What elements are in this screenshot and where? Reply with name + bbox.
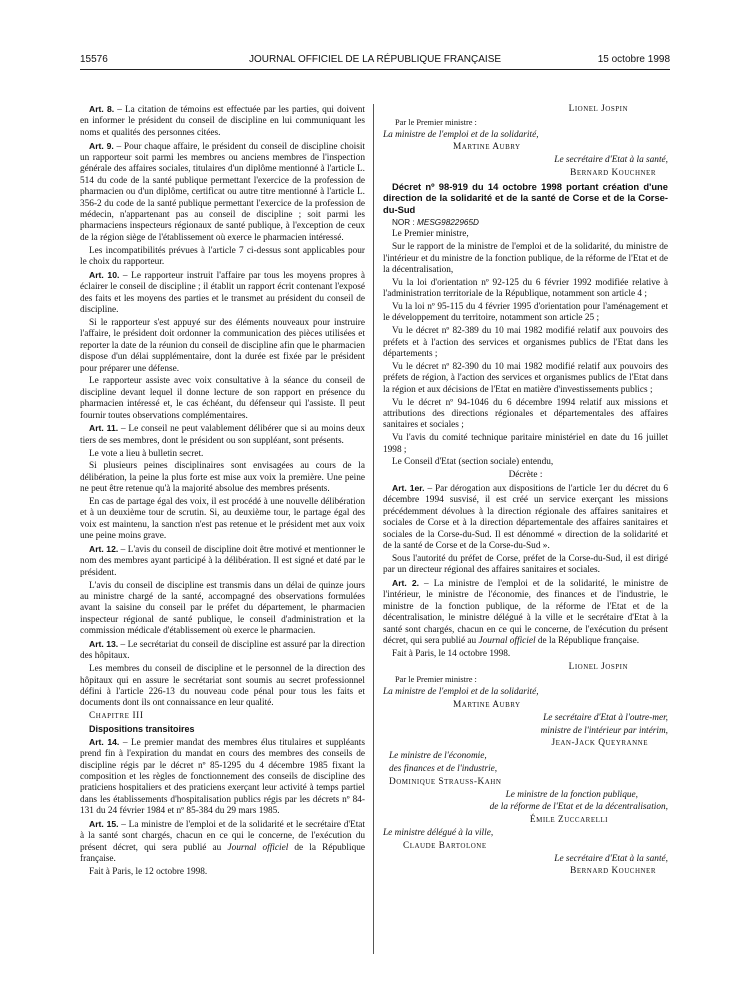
article-text: de la République française. bbox=[535, 635, 640, 646]
paragraph: En cas de partage égal des voix, il est procédé à une nouvelle délibération et à un deuxième tour de scrutin. Si, au deuxième tour, le partage égal des voix est maintenu, la sanction n'est pas retenue et le président met aux voix une peine moins grave. bbox=[80, 496, 365, 542]
page-number: 15576 bbox=[80, 54, 108, 65]
article-text: – Le conseil ne peut valablement délibérer que si au moins deux tiers de ses membres, dont le président ou son suppléant, sont présents. bbox=[80, 424, 365, 446]
paragraph: Le rapporteur assiste avec voix consultative à la séance du conseil de discipline devant lequel il donne lecture de son rapport en présence du pharmacien intéressé et, le cas échéant, du défenseur qui l'assiste. Il peut fournir toutes observations complémentaires. bbox=[80, 376, 365, 421]
article-text: – La citation de témoins est effectuée par les parties, qui doivent en informer le président du conseil de discipline en lui communiquant les noms et qualités des personnes citées. bbox=[80, 105, 365, 138]
article-text: – Le rapporteur instruit l'affaire par tous les moyens propres à éclairer le conseil de discipline ; il établit un rapport écrit contenant l'exposé des faits et les moyens des parties et le transmet au président du conseil de discipline. bbox=[80, 270, 365, 316]
visa: Vu l'avis du comité technique paritaire ministériel en date du 16 juillet 1998 ; bbox=[383, 433, 668, 455]
signatory-name: Lionel Jospin bbox=[568, 104, 628, 114]
nor-reference bbox=[383, 217, 668, 228]
decrete-heading: Décrète : bbox=[508, 470, 543, 481]
nor-label: NOR : bbox=[392, 217, 418, 227]
article-text: – Le premier mandat des membres élus titulaires et suppléants prend fin à l'expiration du mandat en cours des membres des conseils de discipline régis par le décret nº 85-1295 du 4 décembre 1985 fixant la composition et les règles de fonctionnement des conseils de discipline des praticiens hospitaliers et des praticiens exerçant leur activité à temps partiel dans les établissements d'hospitalisation publics régis par les décrets nº 84-131 du 24 février 1984 et nº 85-384 du 29 mars 1985. bbox=[80, 737, 365, 817]
minister-title: Le ministre délégué à la ville, bbox=[383, 827, 494, 838]
paragraph: L'avis du conseil de discipline est transmis dans un délai de quinze jours au ministre chargé de la santé, accompagné des observations formulées avant la saisine du conseil par le préfet du département, le pharmacien inspecteur régional de santé publique, le conseil d'administration et la commission médicale d'établissement où exerce le pharmacien. bbox=[80, 580, 365, 637]
visa: Vu la loi nº 95-115 du 4 février 1995 d'orientation pour l'aménagement et le développement du territoire, notamment son article 25 ; bbox=[383, 302, 668, 324]
article-label: Art. 14. bbox=[89, 736, 120, 747]
article-11 bbox=[80, 423, 365, 447]
paragraph: Les incompatibilités prévues à l'article 7 ci-dessus sont applicables pour le choix du rapporteur. bbox=[80, 245, 365, 268]
signatory-name: Bernard Kouchner bbox=[570, 866, 656, 877]
journal-reference: Journal officiel bbox=[227, 842, 289, 853]
minister-title: de la réforme de l'Etat et de la décentralisation, bbox=[489, 802, 668, 813]
paragraph: Les membres du conseil de discipline et le personnel de la direction des hôpitaux qui en assure le secrétariat sont soumis au secret professionnel défini à l'article 226-13 du nouveau code pénal pour tous les faits et documents dont ils ont connaissance en leur qualité. bbox=[80, 664, 365, 709]
article-label: Art. 10. bbox=[89, 269, 120, 280]
header-rule bbox=[80, 69, 670, 70]
signatory-name: Martine Aubry bbox=[453, 699, 521, 710]
article-label: Art. 2. bbox=[392, 577, 420, 588]
article-text: de la République française. bbox=[80, 842, 365, 865]
paragraph: Si plusieurs peines disciplinaires sont envisagées au cours de la délibération, la peine la plus forte est mise aux voix la première. Une peine ne peut être retenue qu'à la majorité absolue des membres présents. bbox=[80, 461, 365, 495]
minister-title: Le ministre de la fonction publique, bbox=[505, 789, 638, 800]
paragraph: Le vote a lieu à bulletin secret. bbox=[89, 448, 204, 459]
article-label: Art. 8. bbox=[89, 104, 115, 114]
article-10 bbox=[80, 270, 365, 317]
article-15 bbox=[80, 819, 365, 866]
signatory-name: Dominique Strauss-Kahn bbox=[389, 776, 502, 787]
article-2 bbox=[383, 578, 668, 647]
signature-line: Par le Premier ministre : bbox=[395, 675, 477, 685]
article-label: Art. 15. bbox=[89, 819, 119, 830]
chapter-title: Dispositions transitoires bbox=[89, 723, 195, 734]
signatory-name: Émile Zuccarelli bbox=[529, 815, 608, 826]
issue-date: 15 octobre 1998 bbox=[597, 54, 670, 65]
signatory-name: Claude Bartolone bbox=[403, 840, 487, 851]
minister-title: Le secrétaire d'Etat à l'outre-mer, bbox=[543, 712, 668, 723]
visa: Vu le décret nº 82-389 du 10 mai 1982 modifié relatif aux pouvoirs des préfets et à l'action des services et organismes publics de l'Etat dans les départements ; bbox=[383, 326, 668, 360]
visa: Le Conseil d'Etat (section sociale) entendu, bbox=[392, 457, 554, 468]
minister-title: La ministre de l'emploi et de la solidarité, bbox=[383, 129, 539, 140]
visa: Vu le décret nº 82-390 du 10 mai 1982 modifié relatif aux pouvoirs des préfets de région, à l'action des services et organismes publics de l'Etat dans la région et aux décisions de l'Etat en matière d'investissements publics ; bbox=[383, 361, 668, 395]
minister-title: Le secrétaire d'Etat à la santé, bbox=[554, 853, 668, 864]
paragraph: Sous l'autorité du préfet de Corse, préfet de la Corse-du-Sud, il est dirigé par un directeur régional des affaires sanitaires et sociales. bbox=[383, 553, 668, 576]
minister-title: Le ministre de l'économie, bbox=[389, 751, 487, 762]
visa: Vu le décret nº 94-1046 du 6 décembre 1994 relatif aux missions et attributions des directions régionales et départementales des affaires sanitaires et sociales ; bbox=[383, 397, 668, 431]
page-header bbox=[80, 54, 670, 70]
right-column bbox=[383, 104, 668, 964]
column-divider bbox=[373, 104, 374, 954]
article-label: Art. 11. bbox=[89, 423, 119, 434]
signatory-name: Bernard Kouchner bbox=[570, 167, 656, 178]
signature-line: Par le Premier ministre : bbox=[395, 117, 477, 127]
minister-title: des finances et de l'industrie, bbox=[389, 763, 498, 774]
decree-title: Décret nº 98-919 du 14 octobre 1998 portant création d'une direction de la solidarité et de la santé de Corse et de la Corse-du-Sud bbox=[383, 180, 668, 215]
article-label: Art. 9. bbox=[89, 140, 114, 151]
left-column bbox=[80, 104, 365, 964]
paragraph: Sur le rapport de la ministre de l'emploi et de la solidarité, du ministre de l'intérieur et du ministre de la fonction publique, de la réforme de l'Etat et de la décentralisation, bbox=[383, 242, 668, 276]
article-text: – Le secrétariat du conseil de discipline est assuré par la direction des hôpitaux. bbox=[80, 639, 365, 662]
article-text: – La ministre de l'emploi et de la solidarité, le ministre de l'intérieur, le ministre de l'économie, des finances et de l'industrie, le ministre de la fonction publique, de la réforme de l'Etat et de la décentralisation, le ministre délégué à la ville et le secrétaire d'Etat à la santé sont chargés, chacun en ce qui le concerne, de l'exécution du présent décret, qui sera publié au bbox=[383, 578, 668, 646]
chapter-heading: Chapitre III bbox=[89, 711, 144, 722]
signatory-name: Jean-Jack Queyranne bbox=[551, 738, 648, 749]
signing-date: Fait à Paris, le 14 octobre 1998. bbox=[392, 648, 511, 659]
article-14 bbox=[80, 737, 365, 818]
article-label: Art. 1er. bbox=[392, 482, 425, 493]
article-8 bbox=[80, 104, 365, 139]
signatory-name: Martine Aubry bbox=[453, 142, 521, 153]
article-1 bbox=[383, 483, 668, 552]
article-text: – L'avis du conseil de discipline doit être motivé et mentionner le nom des membres ayant participé à la délibération. Il est signé et daté par le président. bbox=[80, 544, 365, 578]
journal-reference: Journal officiel bbox=[478, 635, 536, 646]
signatory-name: Lionel Jospin bbox=[568, 661, 628, 672]
paragraph: Si le rapporteur s'est appuyé sur des éléments nouveaux pour instruire l'affaire, le président doit ordonner la communication des pièces utilisées et reporter la date de la réunion du conseil de discipline afin que le pharmacien dispose d'un délai supplémentaire, dont la durée est fixée par le président pour préparer une défense. bbox=[80, 317, 365, 374]
article-label: Art. 12. bbox=[89, 543, 119, 554]
minister-title: La ministre de l'emploi et de la solidarité, bbox=[383, 687, 539, 698]
nor-code: MESG9822965D bbox=[417, 217, 479, 227]
article-9 bbox=[80, 141, 365, 245]
minister-title: Le secrétaire d'Etat à la santé, bbox=[554, 155, 668, 166]
article-text: – Pour chaque affaire, le président du conseil de discipline choisit un rapporteur soit parmi les membres ou anciens membres de l'inspection générale des affaires sociales, titulaires d'un diplôme mentionné à l'article L. 514 du code de la santé publique permettant l'exercice de la profession de pharmacien ou d'un diplôme, certificat ou autre titre mentionné à l'article L. 356-2 du code de la santé publique permettant l'exercice de la profession de médecin, n'appartenant pas au conseil de discipline ; soit parmi les pharmaciens inspecteurs régionaux de santé publique, à l'exception de ceux de la région siège de l'établissement où exerce le pharmacien intéressé. bbox=[80, 141, 365, 243]
journal-title: JOURNAL OFFICIEL DE LA RÉPUBLIQUE FRANÇAISE bbox=[248, 54, 502, 65]
article-13 bbox=[80, 639, 365, 663]
article-12 bbox=[80, 544, 365, 579]
visa: Vu la loi d'orientation nº 92-125 du 6 février 1992 modifiée relative à l'administration territoriale de la République, notamment son article 4 ; bbox=[383, 277, 668, 300]
signing-date: Fait à Paris, le 12 octobre 1998. bbox=[89, 867, 208, 878]
minister-title: ministre de l'intérieur par intérim, bbox=[540, 725, 668, 736]
paragraph: Le Premier ministre, bbox=[392, 229, 469, 240]
article-text: – La ministre de l'emploi et de la solidarité et le secrétaire d'Etat à la santé sont chargés, chacun en ce qui le concerne, de l'exécution du présent décret, qui sera publié au bbox=[80, 820, 365, 853]
article-label: Art. 13. bbox=[89, 638, 119, 649]
article-text: – Par dérogation aux dispositions de l'article 1er du décret du 6 décembre 1994 susvisé, il est créé un service exerçant les missions précédemment dévolues à la direction régionale des affaires sanitaires et sociales de Corse et à la direction départementale des affaires sanitaires et sociales de la Corse-du-Sud. Il est dénommé « direction de la solidarité et de la santé de Corse et de la Corse-du-Sud ». bbox=[383, 483, 668, 551]
